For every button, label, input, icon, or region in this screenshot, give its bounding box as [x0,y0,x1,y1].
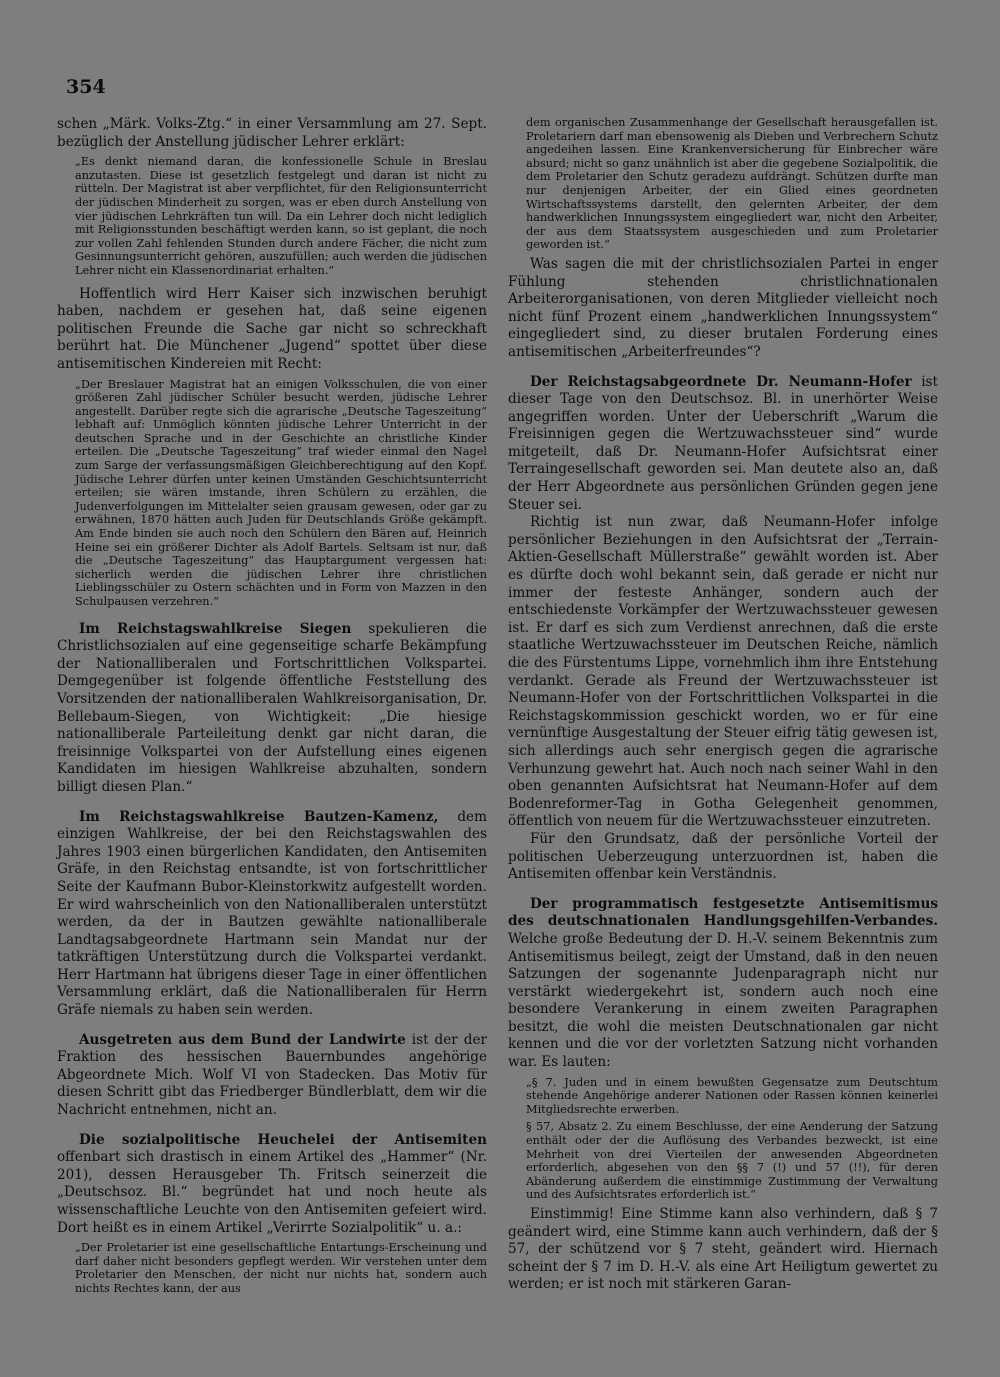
quote-block: „§ 7. Juden und in einem bewußten Gegensatze zum Deutschtum stehende Angehörige anderer Nationen oder Rassen können keinerlei Mitgliedsrechte erwerben. [526,1075,938,1116]
article-bund-der-landwirte [57,1032,487,1120]
article-heading: Ausgetreten aus dem Bund der Landwirte [79,1031,406,1048]
quote-block: dem organischen Zusammenhange der Gesellschaft herausgefallen ist. Proletariern darf man ebensowenig als Dieben und Verbrechern Schutz angedeihen lassen. Eine Krankenversicherung für Einbrecher wäre absurd; nicht so ganz unähnlich ist aber die gegebene Sozialpolitik, die dem Proletarier den Schutz geradezu aufdrängt. Schützen durfte man nur denjenigen Arbeiter, der ein Glied eines geordneten Wirtschaftssystems darstellt, den gelernten Arbeiter, der dem handwerklichen Innungssystem eingegliedert war, nicht den Arbeiter, der aus dem Staatssystem ausgeschieden und zum Proletarier geworden ist.“ [526,116,938,252]
article-heading: Der Reichstagsabgeordnete Dr. Neumann-Hofer [530,373,912,390]
article-text: offenbart sich drastisch in einem Artikel des „Hammer“ (Nr. 201), dessen Herausgeber Th. Fritsch seinerzeit die „Deutschsoz. Bl.“ begründet hat und noch heute als wissenschaftliche Leuchte von den Antisemiten gefeiert wird. Dort heißt es in einem Artikel „Verirrte Sozialpolitik“ u. a.: [57,1149,487,1236]
article-siegen [57,621,487,797]
quote-block: „Der Breslauer Magistrat hat an einigen Volksschulen, die von einer größeren Zahl jüdischer Schüler besucht werden, jüdische Lehrer angestellt. Darüber regte sich die agrarische „Deutsche Tageszeitung“ lebhaft auf: Unmöglich könnten jüdische Lehrer Unterricht in der deutschen Sprache und in der Geschichte an christliche Kinder erteilen. Die „Deutsche Tageszeitung“ traf wieder einmal den Nagel zum Sarge der verfassungsmäßigen Gleichberechtigung auf den Kopf. Jüdische Lehrer dürfen unter keinen Umständen Geschichtsunterricht erteilen; sie wären imstande, ihren Schülern zu erzählen, die Judenverfolgungen im Mittelalter seien grausam gewesen, oder gar zu erwähnen, 1870 hätten auch Juden für Deutschlands Größe gekämpft. Am Ende binden sie auch noch den Schülern den Bären auf, Heinrich Heine sei ein größerer Dichter als Adolf Bartels. Seltsam ist nur, daß die „Deutsche Tageszeitung“ das Hauptargument vergessen hat: sicherlich werden die jüdischen Lehrer ihre christlichen Lieblingsschüler zu Ostern schächten und in Form von Mazzen in den Schulpausen verzehren.“ [75,377,487,608]
article-bautzen-kamenz [57,809,487,1020]
article-handlungsgehilfen-verband [508,896,938,1072]
article-heading: Der programmatisch festgesetzte Antisemitismus des deutschnationalen Handlungsgehilfen-Verbandes. [508,895,938,930]
paragraph: Was sagen die mit der christlichsozialen Partei in enger Fühlung stehenden christlichnationalen Arbeiterorganisationen, von deren Mitglieder vielleicht noch nicht fünf Prozent einem „handwerklichen Innungssystem“ eingegliedert sind, zu dieser brutalen Forderung eines antisemitischen „Arbeiterfreundes“? [508,255,938,360]
article-text: dem einzigen Wahlkreise, der bei den Reichstagswahlen des Jahres 1903 einen bürgerlichen Kandidaten, den Antisemiten Gräfe, in den Reichstag entsandte, ist von fortschrittlicher Seite der Kaufmann Bubor-Kleinstorkwitz aufgestellt worden. Er wird wahrscheinlich von den Nationalliberalen unterstützt werden, da der in Bautzen gewählte nationalliberale Landtagsabgeordnete Hartmann sein Mandat nur der tatkräftigen Unterstützung durch die Volkspartei verdankt. Herr Hartmann hat übrigens dieser Tage in einer öffentlichen Versammlung erklärt, daß die Nationalliberalen für Herrn Gräfe niemals zu haben sein werden. [57,808,487,1019]
article-text: ist dieser Tage von den Deutschsoz. Bl. in unerhörter Weise angegriffen worden. Unter der Ueberschrift „Warum die Freisinnigen gegen die Wertzuwachssteuer sind“ wurde mitgeteilt, daß Dr. Neumann-Hofer Aufsichtsrat einer Terraingesellschaft geworden sei. Man deutete also an, daß der Herr Abgeordnete aus persönlichen Gründen gegen jene Steuer sei. [508,373,938,513]
left-column [57,116,487,1296]
article-text: spekulieren die Christlichsozialen auf eine gegenseitige scharfe Bekämpfung der Nationalliberalen und Fortschrittlichen Volkspartei. Demgegenüber ist folgende öffentliche Feststellung des Vorsitzenden der nationalliberalen Wahlkreisorganisation, Dr. Bellebaum-Siegen, von Wichtigkeit: „Die hiesige nationalliberale Parteileitung denkt gar nicht daran, die freisinnige Volkspartei von der Aufstellung eines eigenen Kandidaten im hiesigen Wahlkreise abzuhalten, sondern billigt diesen Plan.“ [57,620,488,795]
quote-block: „Der Proletarier ist eine gesellschaftliche Entartungs-Erscheinung und darf daher nicht besonders gepflegt werden. Wir verstehen unter dem Proletarier den Menschen, der nicht nur nichts hat, sondern auch nichts Rechtes kann, der aus [75,1241,487,1295]
paragraph: Einstimmig! Eine Stimme kann also verhindern, daß § 7 geändert wird, eine Stimme kann auch verhindern, daß der § 57, der schützend vor § 7 steht, geändert wird. Hiernach scheint der § 7 im D. H.-V. als eine Art Heiligtum gewertet zu werden; er ist noch mit stärkeren Garan- [508,1206,938,1293]
quote-block: „Es denkt niemand daran, die konfessionelle Schule in Breslau anzutasten. Diese ist gesetzlich festgelegt und daran ist nicht zu rütteln. Der Magistrat ist aber verpflichtet, für den Religionsunterricht der jüdischen Minderheit zu sorgen, was er eben durch Anstellung von vier jüdischen Lehrkräften tun will. Da ein Lehrer doch nicht lediglich mit Religionsstunden beschäftigt werden kann, so ist geplant, die noch zur vollen Zahl fehlenden Stunden durch andere Fächer, die nicht zum Gesinnungsunterricht gehören, auszufüllen; auch werden die jüdischen Lehrer nicht ein Klassenordinariat erhalten.“ [75,155,487,277]
paragraph: Für den Grundsatz, daß der persönliche Vorteil der politischen Ueberzeugung unterzuordnen ist, haben die Antisemiten offenbar kein Verständnis. [508,830,938,883]
paragraph: Richtig ist nun zwar, daß Neumann-Hofer infolge persönlicher Beziehungen in den Aufsichtsrat der „Terrain-Aktien-Gesellschaft Müllerstraße“ gewählt worden ist. Aber es dürfte doch wohl bekannt sein, daß gerade er nicht nur immer der festeste Anhänger, sondern auch der entschiedenste Vorkämpfer der Wertzuwachssteuer gewesen ist. Er darf es sich zum Verdienst anrechnen, daß die erste staatliche Wertzuwachssteuer im Deutschen Reiche, nämlich die des Fürstentums Lippe, vornehmlich ihm ihre Entstehung verdankt. Gerade als Freund der Wertzuwachssteuer ist Neumann-Hofer von der Fortschrittlichen Volkspartei in die Reichstagskommission geschickt worden, wo er für eine vernünftige Ausgestaltung der Steuer eifrig tätig gewesen ist, sich allerdings auch sehr energisch gegen die agrarische Verhunzung gewehrt hat. Auch noch nach seiner Wahl in den oben genannten Aufsichtsrat hat Neumann-Hofer auf dem Bodenreformer-Tag in Gotha Gelegenheit genommen, öffentlich von neuem für die Wertzuwachssteuer einzutreten. [508,514,938,830]
quote-block: § 57, Absatz 2. Zu einem Beschlusse, der eine Aenderung der Satzung enthält oder der die Auflösung des Verbandes bezweckt, ist eine Mehrheit von drei Vierteilen der anwesenden Abgeordneten erforderlich, abgesehen von den §§ 7 (!) und 57 (!!), für deren Abänderung außerdem die einstimmige Zustimmung der Verwaltung und des Aufsichtsrates erforderlich ist.“ [526,1120,938,1202]
article-neumann-hofer [508,374,938,515]
article-text: Welche große Bedeutung der D. H.-V. seinem Bekenntnis zum Antisemitismus beilegt, zeigt der Umstand, daß in den neuen Satzungen der sogenannte Judenparagraph nicht nur verstärkt wiedergekehrt ist, sondern auch noch eine besondere Verankerung in einem zweiten Paragraphen besitzt, die wohl die meisten Deutschnationalen gar nicht kennen und die vor der vorletzten Satzung nicht vorhanden war. Es lauten: [508,930,938,1071]
article-sozialpolitische-heuchelei [57,1132,487,1238]
article-heading: Im Reichstagswahlkreise Siegen [79,620,352,637]
right-column [508,116,938,1294]
paragraph: schen „Märk. Volks-Ztg.“ in einer Versammlung am 27. Sept. bezüglich der Anstellung jüdischer Lehrer erklärt: [57,116,487,150]
article-text: ist der der Fraktion des hessischen Bauernbundes angehörige Abgeordnete Mich. Wolf VI von Stadecken. Das Motiv für diesen Schritt gibt das Friedberger Bündlerblatt, dem wir die Nachricht entnehmen, nicht an. [57,1031,487,1119]
page-number: 354 [66,76,106,98]
article-heading: Im Reichstagswahlkreise Bautzen-Kamenz, [79,808,439,825]
paragraph: Hoffentlich wird Herr Kaiser sich inzwischen beruhigt haben, nachdem er gesehen hat, daß seine eigenen politischen Freunde die Sache gar nicht so schreckhaft berührt hat. Die Münchener „Jugend“ spottet über diese antisemitischen Kindereien mit Recht: [57,285,487,372]
article-heading: Die sozialpolitische Heuchelei der Antisemiten [79,1131,487,1148]
